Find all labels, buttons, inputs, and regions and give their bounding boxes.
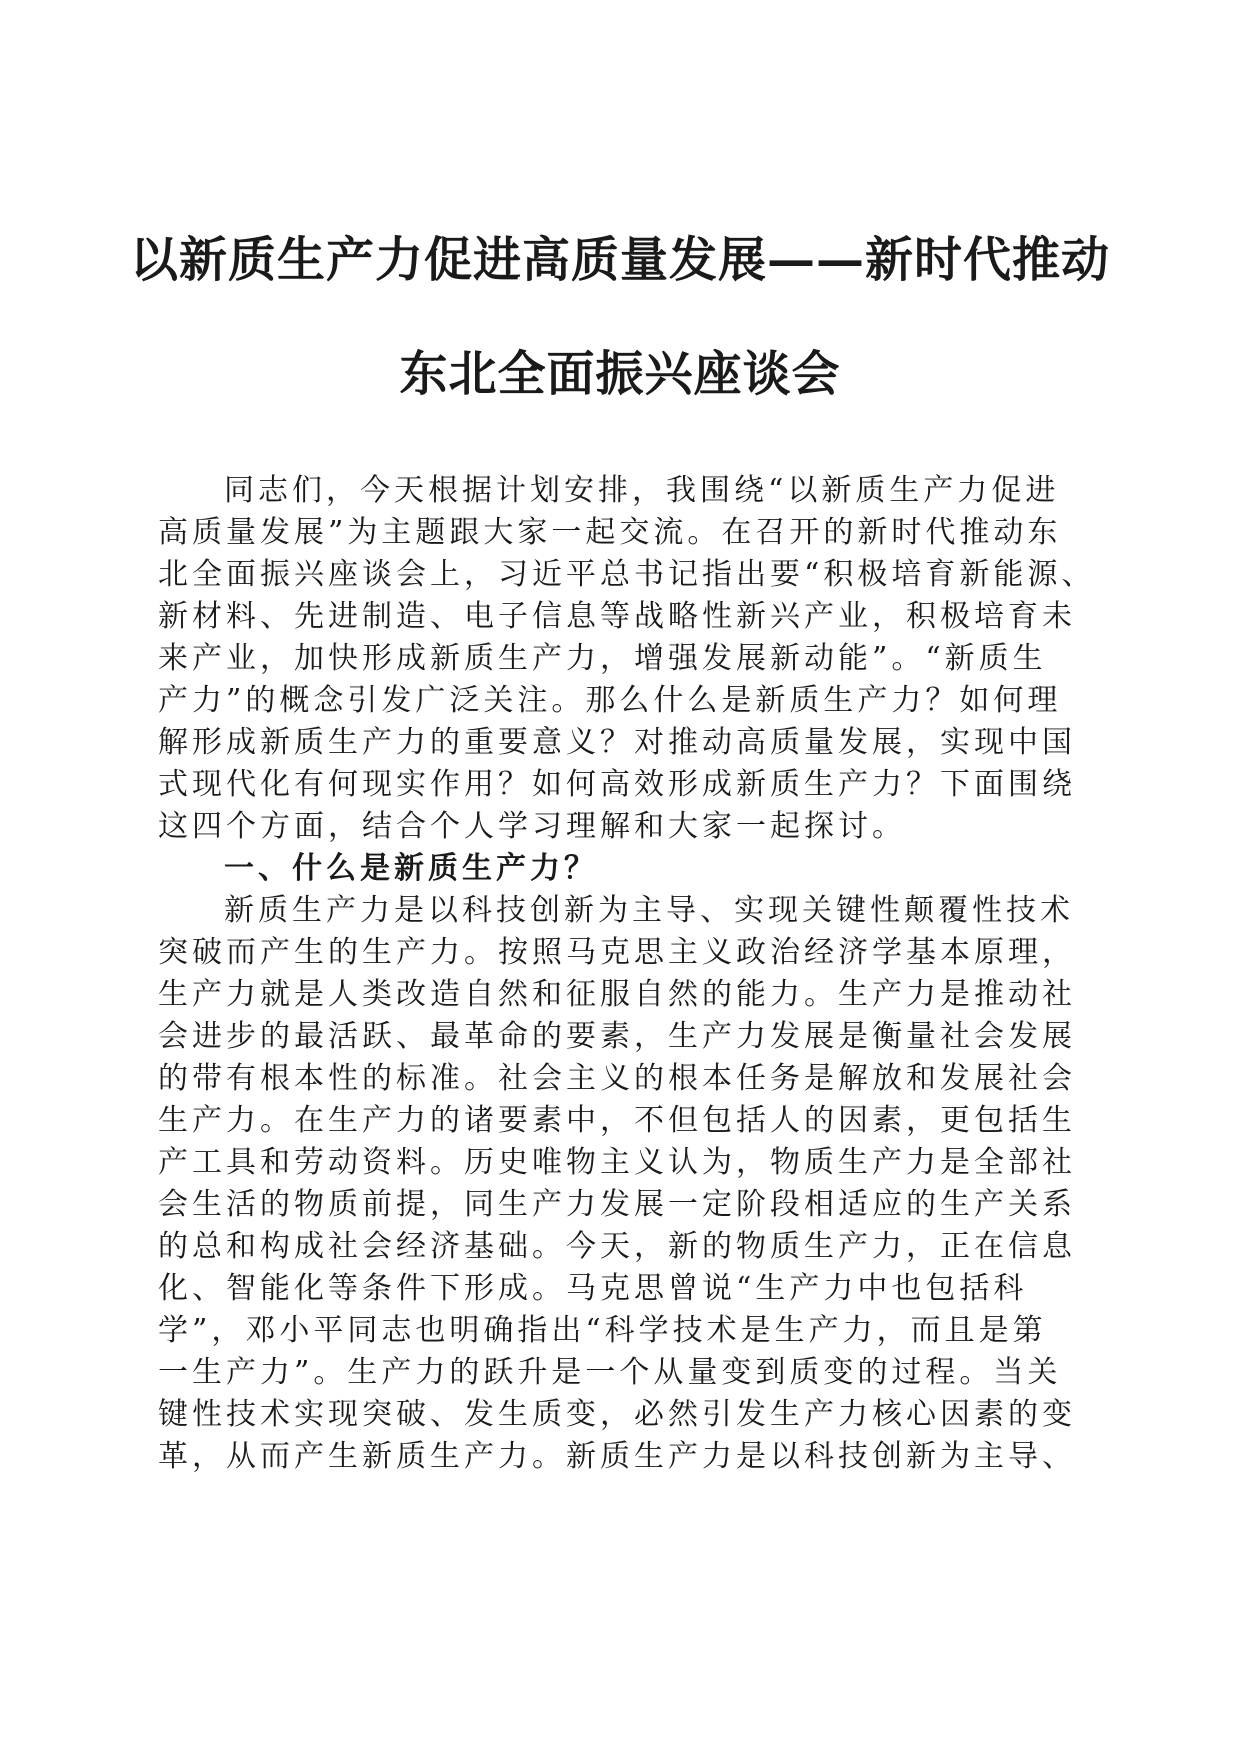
body-line: 会生活的物质前提，同生产力发展一定阶段相适应的生产关系 (158, 1187, 1076, 1222)
body-line: 突破而产生的生产力。按照马克思主义政治经济学基本原理， (158, 935, 1076, 970)
body-line: 同志们，今天根据计划安排，我围绕“以新质生产力促进 (224, 473, 1060, 508)
body-line: 化、智能化等条件下形成。马克思曾说“生产力中也包括科 (158, 1271, 1028, 1306)
section-heading: 一、什么是新质生产力？ (224, 851, 598, 886)
body-line: 产工具和劳动资料。历史唯物主义认为，物质生产力是全部社 (158, 1145, 1076, 1180)
body-line: 学”，邓小平同志也明确指出“科学技术是生产力，而且是第 (158, 1313, 1047, 1348)
document-body (158, 470, 1096, 1478)
body-line: 会进步的最活跃、最革命的要素，生产力发展是衡量社会发展 (158, 1019, 1076, 1054)
body-line: 键性技术实现突破、发生质变，必然引发生产力核心因素的变 (158, 1397, 1076, 1432)
body-line: 解形成新质生产力的重要意义？对推动高质量发展，实现中国 (158, 725, 1076, 760)
body-line: 式现代化有何现实作用？如何高效形成新质生产力？下面围绕 (158, 767, 1076, 802)
body-line: 这四个方面，结合个人学习理解和大家一起探讨。 (158, 809, 906, 844)
body-line: 生产力。在生产力的诸要素中，不但包括人的因素，更包括生 (158, 1103, 1076, 1138)
body-line: 北全面振兴座谈会上，习近平总书记指出要“积极培育新能源、 (158, 557, 1096, 592)
body-line: 产力”的概念引发广泛关注。那么什么是新质生产力？如何理 (158, 683, 1062, 718)
body-line: 新质生产力是以科技创新为主导、实现关键性颠覆性技术 (224, 893, 1074, 928)
body-line: 高质量发展”为主题跟大家一起交流。在召开的新时代推动东 (158, 515, 1062, 550)
body-line: 一生产力”。生产力的跃升是一个从量变到质变的过程。当关 (158, 1355, 1062, 1390)
body-line: 的总和构成社会经济基础。今天，新的物质生产力，正在信息 (158, 1229, 1076, 1264)
body-line: 的带有根本性的标准。社会主义的根本任务是解放和发展社会 (158, 1061, 1076, 1096)
document-title-line-1: 以新质生产力促进高质量发展——新时代推动 (129, 232, 1110, 288)
body-line: 来产业，加快形成新质生产力，增强发展新动能”。“新质生 (158, 641, 1047, 676)
body-line: 生产力就是人类改造自然和征服自然的能力。生产力是推动社 (158, 977, 1076, 1012)
body-line: 新材料、先进制造、电子信息等战略性新兴产业，积极培育未 (158, 599, 1076, 634)
document-title-line-2: 东北全面振兴座谈会 (399, 346, 841, 402)
body-line: 革，从而产生新质生产力。新质生产力是以科技创新为主导、 (158, 1439, 1076, 1474)
